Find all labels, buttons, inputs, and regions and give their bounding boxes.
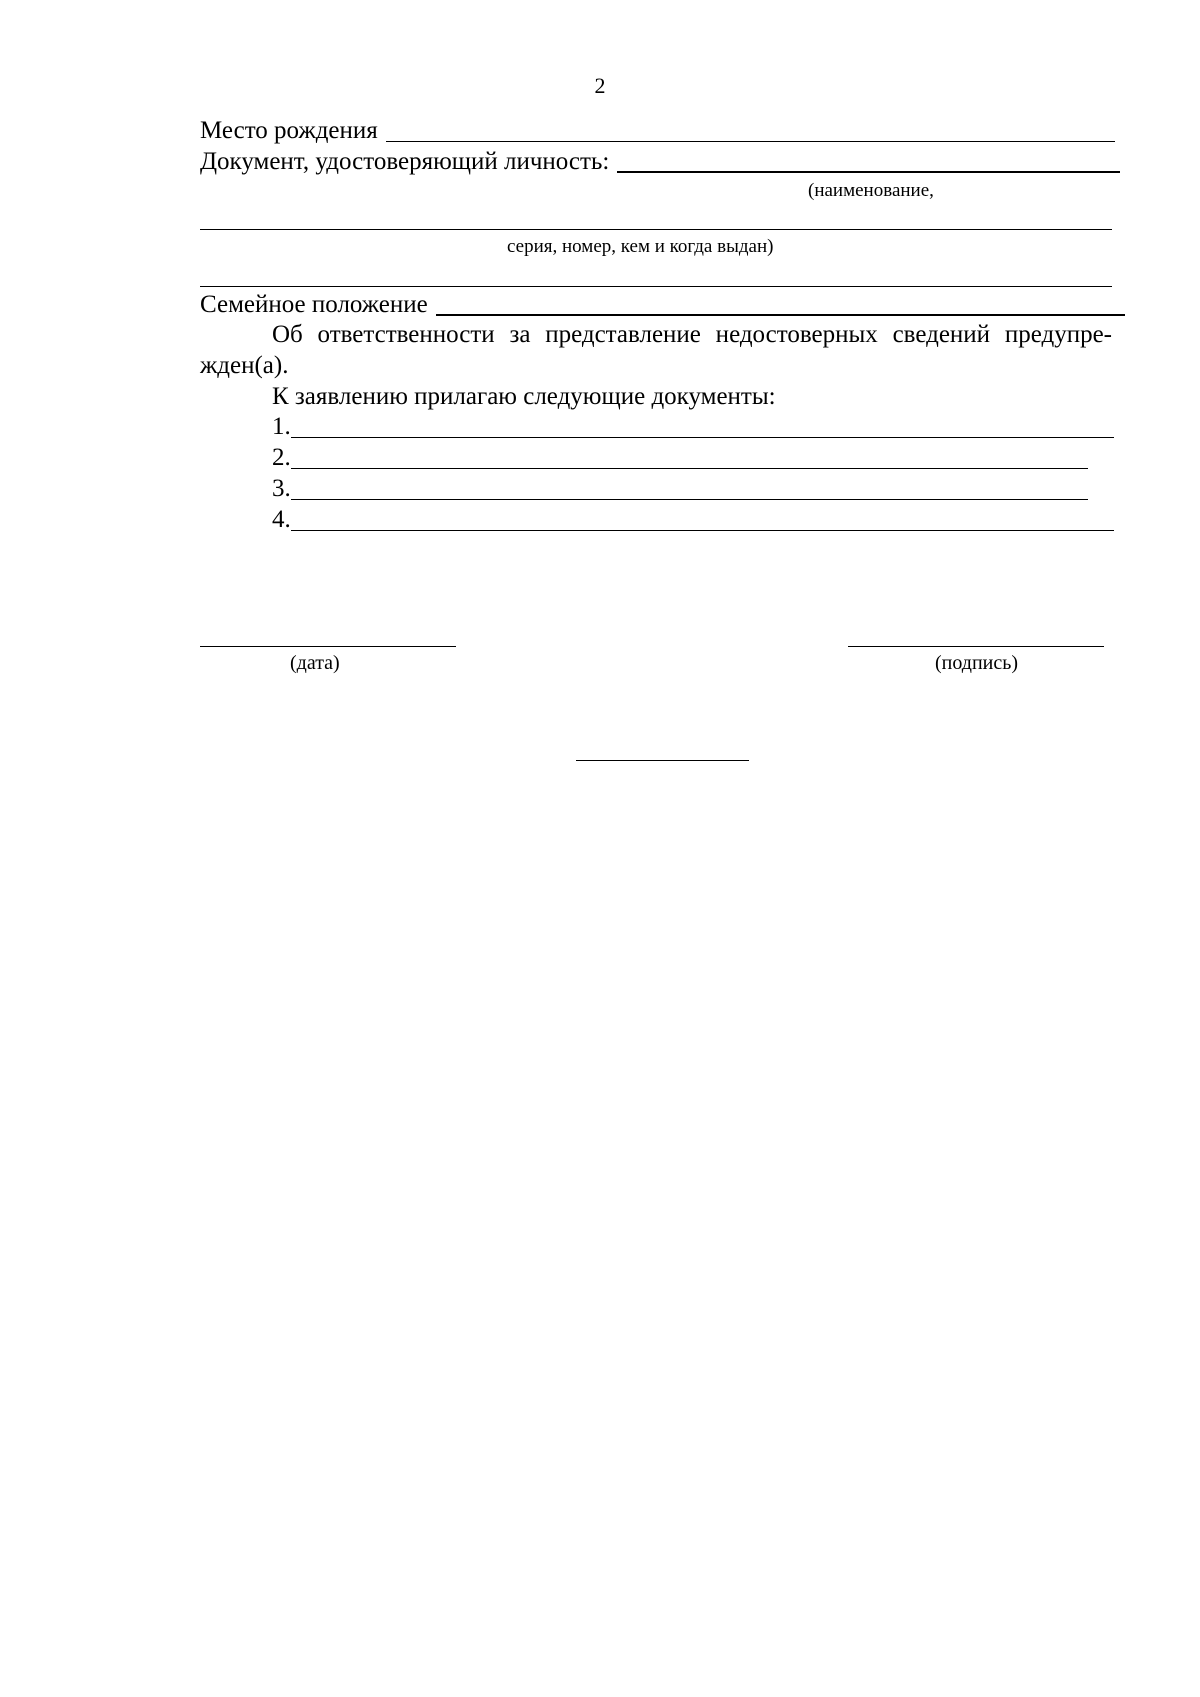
birthplace-label: Место рождения [200, 117, 378, 144]
attachment-item-3 [272, 474, 1088, 504]
liability-text-line1: Об ответственности за представление недостоверных сведений предупре- [272, 321, 1112, 348]
id-document-row [200, 147, 1120, 177]
attachment-field[interactable] [291, 436, 1114, 438]
date-caption: (дата) [290, 652, 340, 674]
attachment-field[interactable] [291, 529, 1114, 531]
page-number: 2 [594, 73, 606, 98]
attachment-number: 3. [272, 475, 291, 502]
attachment-number: 4. [272, 506, 291, 533]
id-document-field[interactable] [617, 170, 1120, 173]
id-document-label: Документ, удостоверяющий личность: [200, 148, 610, 175]
birthplace-row [200, 116, 1115, 146]
id-caption-details: серия, номер, кем и когда выдан) [507, 236, 774, 257]
id-details-line[interactable] [200, 229, 1112, 230]
end-separator [576, 760, 749, 761]
marital-status-row [200, 290, 1125, 320]
attachment-item-2 [272, 443, 1088, 473]
marital-status-field[interactable] [436, 313, 1125, 316]
id-extra-line[interactable] [200, 286, 1112, 287]
attachment-field[interactable] [291, 467, 1088, 469]
id-caption-name: (наименование, [808, 180, 934, 201]
attachment-number: 1. [272, 413, 291, 440]
marital-status-label: Семейное положение [200, 291, 428, 318]
signature-caption: (подпись) [935, 652, 1019, 674]
attachment-item-1 [272, 412, 1114, 442]
signature-line[interactable] [848, 646, 1104, 647]
liability-text-line2: жден(а). [200, 352, 289, 379]
attachment-field[interactable] [291, 498, 1088, 500]
attachments-intro: К заявлению прилагаю следующие документы: [272, 383, 776, 410]
date-line[interactable] [200, 646, 456, 647]
attachment-number: 2. [272, 444, 291, 471]
attachment-item-4 [272, 505, 1114, 535]
birthplace-field[interactable] [386, 140, 1115, 142]
